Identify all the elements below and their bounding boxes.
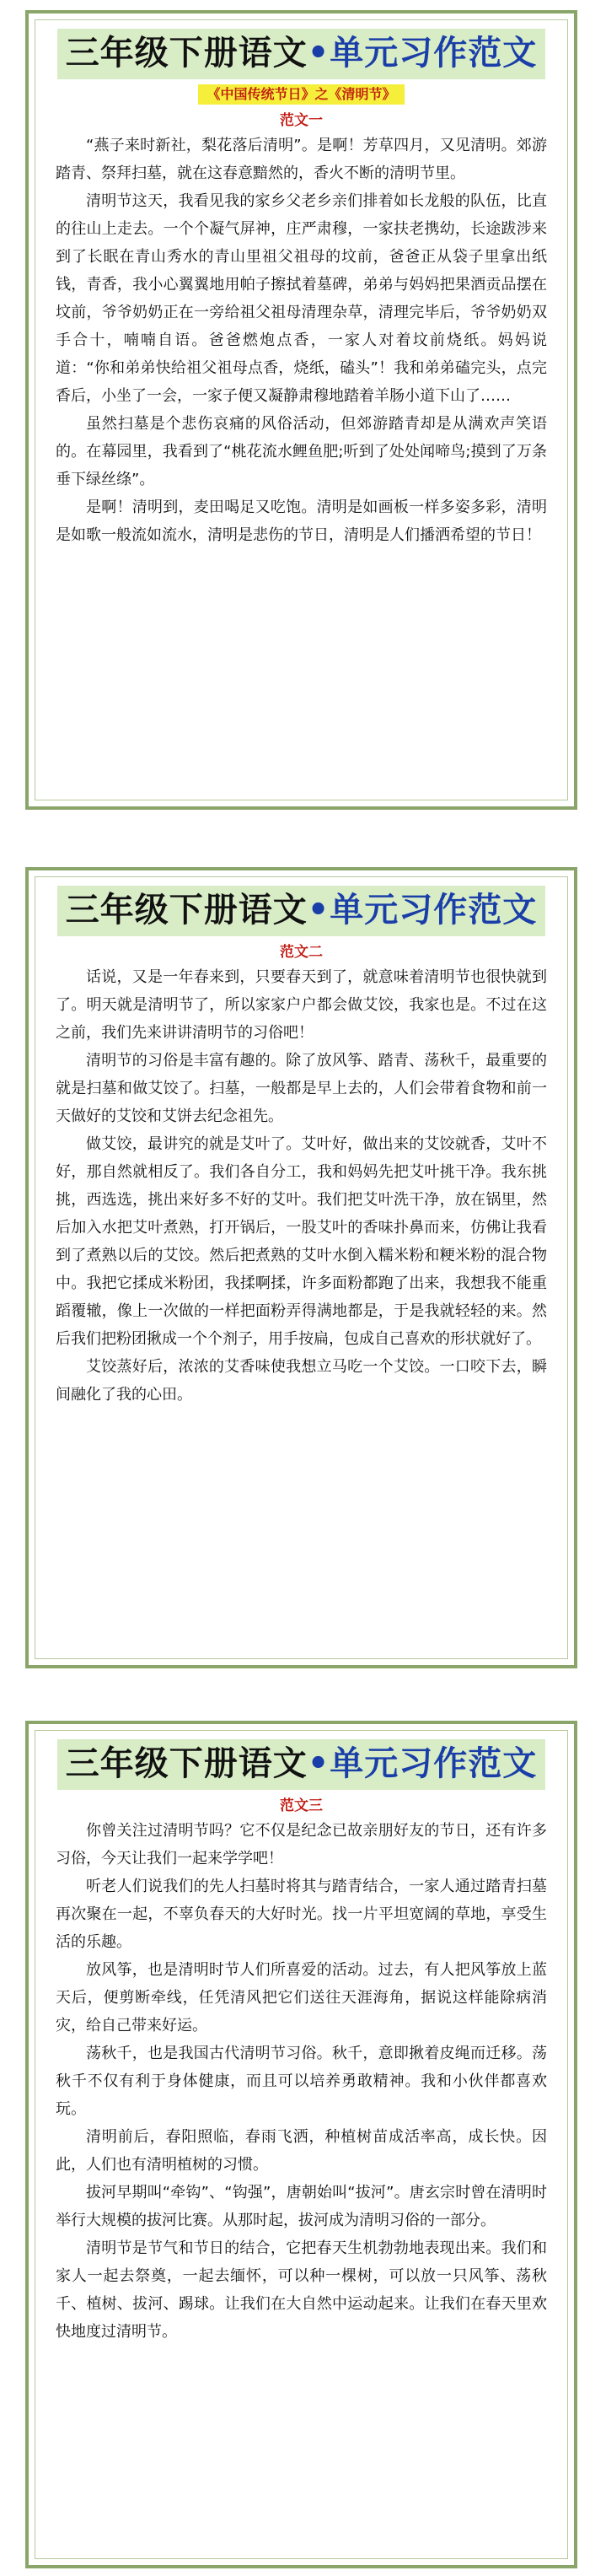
essay-card-2-content [56, 886, 547, 1409]
banner-dot: • [307, 34, 330, 73]
page-title-banner [57, 1739, 546, 1790]
essay-topic: 《中国传统节日》之《清明节》 [198, 84, 404, 105]
banner-dot: • [307, 891, 330, 930]
essay-card-1-content [56, 29, 547, 549]
essay-paragraph: 清明前后，春阳照临，春雨飞洒，种植树苗成活率高，成长快。因此，人们也有清明植树的习惯。 [56, 2128, 547, 2174]
essay-paragraph: 做艾饺，最讲究的就是艾叶了。艾叶好，做出来的艾饺就香，艾叶不好，那自然就相反了。我们各自分工，我和妈妈先把艾叶挑干净。我东挑挑，西选选，挑出来好多不好的艾叶。我们把艾叶洗干净，放在锅里，然后加入水把艾叶煮熟，打开锅后，一股艾叶的香味扑鼻而来，仿佛让我看到了煮熟以后的艾饺。然后把煮熟的艾叶水倒入糯米粉和粳米粉的混合物中。我把它揉成米粉团，我揉啊揉，许多面粉都跑了出来，我想我不能重蹈覆辙，像上一次做的一样把面粉弄得满地都是，于是我就轻轻的来。然后我们把粉团揪成一个个剂子，用手按扁，包成自己喜欢的形状就好了。 [56, 1135, 547, 1348]
banner-grade-text: 三年级下册语文 [65, 34, 308, 73]
essay-label: 范文二 [280, 944, 323, 961]
essay-label: 范文一 [280, 112, 323, 129]
essay-paragraph: 放风筝，也是清明时节人们所喜爱的活动。过去，有人把风筝放上蓝天后，便剪断牵线，任凭清风把它们送往天涯海角，据说这样能除病消灾，给自己带来好运。 [56, 1961, 547, 2034]
banner-unit-text: 单元习作范文 [330, 1744, 538, 1783]
essay-paragraph: “燕子来时新社，梨花落后清明”。是啊！芳草四月，又见清明。郊游踏青、祭拜扫墓，就在这春意黯然的，香火不断的清明节里。 [56, 137, 547, 182]
banner-dot: • [307, 1744, 330, 1783]
essay-paragraph: 是啊！清明到，麦田喝足又吃饱。清明是如画板一样多姿多彩，清明是如歌一般流如流水，清明是悲伤的节日，清明是人们播洒希望的节日！ [56, 498, 547, 544]
essay-paragraph: 清明节的习俗是丰富有趣的。除了放风筝、踏青、荡秋千，最重要的就是扫墓和做艾饺了。扫墓，一般都是早上去的，人们会带着食物和前一天做好的艾饺和艾饼去纪念祖先。 [56, 1052, 547, 1125]
banner-grade-text: 三年级下册语文 [65, 1744, 308, 1783]
essay-label: 范文三 [280, 1797, 323, 1814]
essay-paragraph: 清明节这天，我看见我的家乡父老乡亲们排着如长龙般的队伍，比直的往山上走去。一个个凝气屏神，庄严肃穆，一家扶老携幼，长途跋涉来到了长眠在青山秀水的青山里祖父祖母的坟前，爸爸正从袋子里拿出纸钱，青香，我小心翼翼地用帕子擦拭着墓碑，弟弟与妈妈把果酒贡品摆在坟前，爷爷奶奶正在一旁给祖父祖母清理杂草，清理完毕后，爷爷奶奶双手合十，喃喃自语。爸爸燃炮点香，一家人对着坟前烧纸。妈妈说道：“你和弟弟快给祖父祖母点香，烧纸，磕头”！我和弟弟磕完头，点完香后，小坐了一会，一家子便又凝静肃穆地踏着羊肠小道下山了…… [56, 192, 547, 405]
essay-card-3 [25, 1721, 577, 2568]
essay-card-3-content [56, 1739, 547, 2346]
essay-paragraph: 拔河早期叫“牵钩”、“钩强”，唐朝始叫“拔河”。唐玄宗时曾在清明时举行大规模的拔河比赛。从那时起，拔河成为清明习俗的一部分。 [56, 2184, 547, 2229]
essay-paragraph: 荡秋千，也是我国古代清明节习俗。秋千，意即揪着皮绳而迁移。荡秋千不仅有利于身体健康，而且可以培养勇敢精神。我和小伙伴都喜欢玩。 [56, 2045, 547, 2118]
essay-paragraph: 艾饺蒸好后，浓浓的艾香味使我想立马吃一个艾饺。一口咬下去，瞬间融化了我的心田。 [56, 1358, 547, 1404]
banner-grade-text: 三年级下册语文 [65, 891, 308, 930]
page-title-banner [57, 886, 546, 936]
essay-paragraph: 你曾关注过清明节吗？它不仅是纪念已故亲朋好友的节日，还有许多习俗，今天让我们一起来学学吧！ [56, 1822, 547, 1867]
banner-unit-text: 单元习作范文 [330, 34, 538, 73]
essay-paragraph: 话说，又是一年春来到，只要春天到了，就意味着清明节也很快就到了。明天就是清明节了，所以家家户户都会做艾饺，我家也是。不过在这之前，我们先来讲讲清明节的习俗吧！ [56, 968, 547, 1042]
essay-card-1 [25, 10, 577, 810]
banner-unit-text: 单元习作范文 [330, 891, 538, 930]
essay-paragraph: 听老人们说我们的先人扫墓时将其与踏青结合，一家人通过踏青扫墓再次聚在一起，不辜负春天的大好时光。找一片平坦宽阔的草地，享受生活的乐趣。 [56, 1878, 547, 1951]
page-title-banner [57, 29, 546, 79]
essay-paragraph: 清明节是节气和节日的结合，它把春天生机勃勃地表现出来。我们和家人一起去祭奠，一起去缅怀，可以种一棵树，可以放一只风筝、荡秋千、植树、拔河、踢球。让我们在大自然中运动起来。让我们在春天里欢快地度过清明节。 [56, 2239, 547, 2341]
essay-card-2 [25, 867, 577, 1668]
essay-paragraph: 虽然扫墓是个悲伤哀痛的风俗活动，但郊游踏青却是从满欢声笑语的。在幕园里，我看到了“桃花流水鲤鱼肥;听到了处处闻啼鸟;摸到了万条垂下绿丝绦”。 [56, 415, 547, 488]
